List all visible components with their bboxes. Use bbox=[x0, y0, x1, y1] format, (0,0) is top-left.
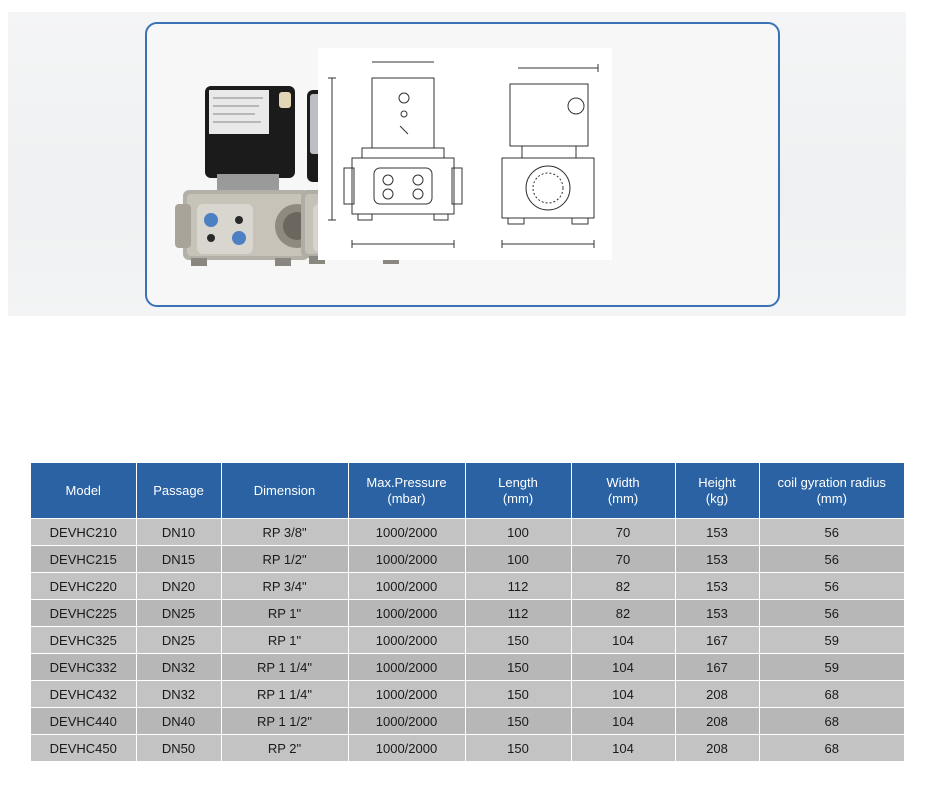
table-row bbox=[31, 546, 904, 573]
cell-width: 70 bbox=[571, 519, 675, 546]
cell-dimension: RP 1 1/4" bbox=[221, 654, 348, 681]
cell-length: 150 bbox=[465, 627, 571, 654]
column-header-dimension bbox=[221, 463, 348, 519]
cell-model: DEVHC215 bbox=[31, 546, 136, 573]
cell-model: DEVHC432 bbox=[31, 681, 136, 708]
cell-passage: DN25 bbox=[136, 600, 221, 627]
cell-dimension: RP 3/4" bbox=[221, 573, 348, 600]
cell-model: DEVHC440 bbox=[31, 708, 136, 735]
dimension-drawing bbox=[318, 48, 612, 260]
cell-max-pressure: 1000/2000 bbox=[348, 627, 465, 654]
cell-max-pressure: 1000/2000 bbox=[348, 573, 465, 600]
cell-length: 100 bbox=[465, 519, 571, 546]
table-body bbox=[31, 519, 904, 762]
cell-dimension: RP 1 1/4" bbox=[221, 681, 348, 708]
cell-height: 208 bbox=[675, 735, 759, 762]
cell-model: DEVHC332 bbox=[31, 654, 136, 681]
dimension-drawing-panel bbox=[318, 48, 612, 260]
cell-dimension: RP 2" bbox=[221, 735, 348, 762]
cell-passage: DN40 bbox=[136, 708, 221, 735]
cell-width: 82 bbox=[571, 573, 675, 600]
cell-height: 153 bbox=[675, 600, 759, 627]
column-header-model bbox=[31, 463, 136, 519]
cell-height: 208 bbox=[675, 708, 759, 735]
table-header-row bbox=[31, 463, 904, 519]
table-row bbox=[31, 600, 904, 627]
column-header-label: Model bbox=[65, 482, 101, 498]
cell-model: DEVHC225 bbox=[31, 600, 136, 627]
table-row bbox=[31, 708, 904, 735]
column-header-coil-gyration-radius bbox=[759, 463, 904, 519]
cell-model: DEVHC325 bbox=[31, 627, 136, 654]
column-header-passage bbox=[136, 463, 221, 519]
cell-coil-gyration-radius: 56 bbox=[759, 573, 904, 600]
cell-max-pressure: 1000/2000 bbox=[348, 681, 465, 708]
cell-width: 104 bbox=[571, 654, 675, 681]
column-header-unit: (kg) bbox=[705, 490, 729, 506]
cell-width: 104 bbox=[571, 708, 675, 735]
column-header-height bbox=[675, 463, 759, 519]
column-header-unit: (mbar) bbox=[387, 490, 426, 506]
valve-1-image bbox=[175, 86, 319, 266]
cell-max-pressure: 1000/2000 bbox=[348, 546, 465, 573]
cell-height: 208 bbox=[675, 681, 759, 708]
cell-dimension: RP 1" bbox=[221, 627, 348, 654]
cell-max-pressure: 1000/2000 bbox=[348, 735, 465, 762]
column-header-label: Passage bbox=[153, 482, 204, 498]
cell-length: 150 bbox=[465, 654, 571, 681]
cell-length: 112 bbox=[465, 600, 571, 627]
table-row bbox=[31, 681, 904, 708]
cell-passage: DN25 bbox=[136, 627, 221, 654]
cell-coil-gyration-radius: 68 bbox=[759, 681, 904, 708]
cell-passage: DN20 bbox=[136, 573, 221, 600]
cell-dimension: RP 1 1/2" bbox=[221, 708, 348, 735]
cell-height: 167 bbox=[675, 627, 759, 654]
cell-dimension: RP 3/8" bbox=[221, 519, 348, 546]
cell-passage: DN50 bbox=[136, 735, 221, 762]
column-header-label: coil gyration radius bbox=[777, 474, 886, 490]
cell-length: 112 bbox=[465, 573, 571, 600]
table-row bbox=[31, 519, 904, 546]
cell-width: 104 bbox=[571, 735, 675, 762]
column-header-max-pressure bbox=[348, 463, 465, 519]
table-row bbox=[31, 735, 904, 762]
cell-length: 150 bbox=[465, 708, 571, 735]
cell-dimension: RP 1" bbox=[221, 600, 348, 627]
column-header-label: Length bbox=[498, 474, 538, 490]
cell-passage: DN32 bbox=[136, 681, 221, 708]
column-header-unit: (mm) bbox=[502, 490, 534, 506]
cell-length: 150 bbox=[465, 735, 571, 762]
column-header-unit: (mm) bbox=[607, 490, 639, 506]
cell-coil-gyration-radius: 56 bbox=[759, 546, 904, 573]
column-header-label: Width bbox=[606, 474, 640, 490]
cell-passage: DN32 bbox=[136, 654, 221, 681]
cell-max-pressure: 1000/2000 bbox=[348, 600, 465, 627]
cell-passage: DN15 bbox=[136, 546, 221, 573]
cell-length: 150 bbox=[465, 681, 571, 708]
cell-model: DEVHC450 bbox=[31, 735, 136, 762]
specification-table bbox=[31, 463, 904, 761]
cell-width: 104 bbox=[571, 681, 675, 708]
cell-height: 153 bbox=[675, 519, 759, 546]
cell-length: 100 bbox=[465, 546, 571, 573]
cell-coil-gyration-radius: 56 bbox=[759, 519, 904, 546]
cell-width: 70 bbox=[571, 546, 675, 573]
cell-height: 153 bbox=[675, 546, 759, 573]
column-header-length bbox=[465, 463, 571, 519]
column-header-unit: (mm) bbox=[816, 490, 847, 506]
cell-coil-gyration-radius: 68 bbox=[759, 708, 904, 735]
cell-max-pressure: 1000/2000 bbox=[348, 708, 465, 735]
cell-height: 153 bbox=[675, 573, 759, 600]
cell-model: DEVHC210 bbox=[31, 519, 136, 546]
table-row bbox=[31, 573, 904, 600]
cell-max-pressure: 1000/2000 bbox=[348, 519, 465, 546]
cell-coil-gyration-radius: 56 bbox=[759, 600, 904, 627]
column-header-label: Height bbox=[698, 474, 736, 490]
cell-model: DEVHC220 bbox=[31, 573, 136, 600]
cell-coil-gyration-radius: 59 bbox=[759, 627, 904, 654]
column-header-width bbox=[571, 463, 675, 519]
cell-coil-gyration-radius: 68 bbox=[759, 735, 904, 762]
table-row bbox=[31, 627, 904, 654]
cell-passage: DN10 bbox=[136, 519, 221, 546]
column-header-label: Max.Pressure bbox=[366, 474, 447, 490]
cell-coil-gyration-radius: 59 bbox=[759, 654, 904, 681]
cell-max-pressure: 1000/2000 bbox=[348, 654, 465, 681]
column-header-label: Dimension bbox=[253, 482, 316, 498]
table-row bbox=[31, 654, 904, 681]
cell-dimension: RP 1/2" bbox=[221, 546, 348, 573]
cell-width: 104 bbox=[571, 627, 675, 654]
cell-height: 167 bbox=[675, 654, 759, 681]
cell-width: 82 bbox=[571, 600, 675, 627]
